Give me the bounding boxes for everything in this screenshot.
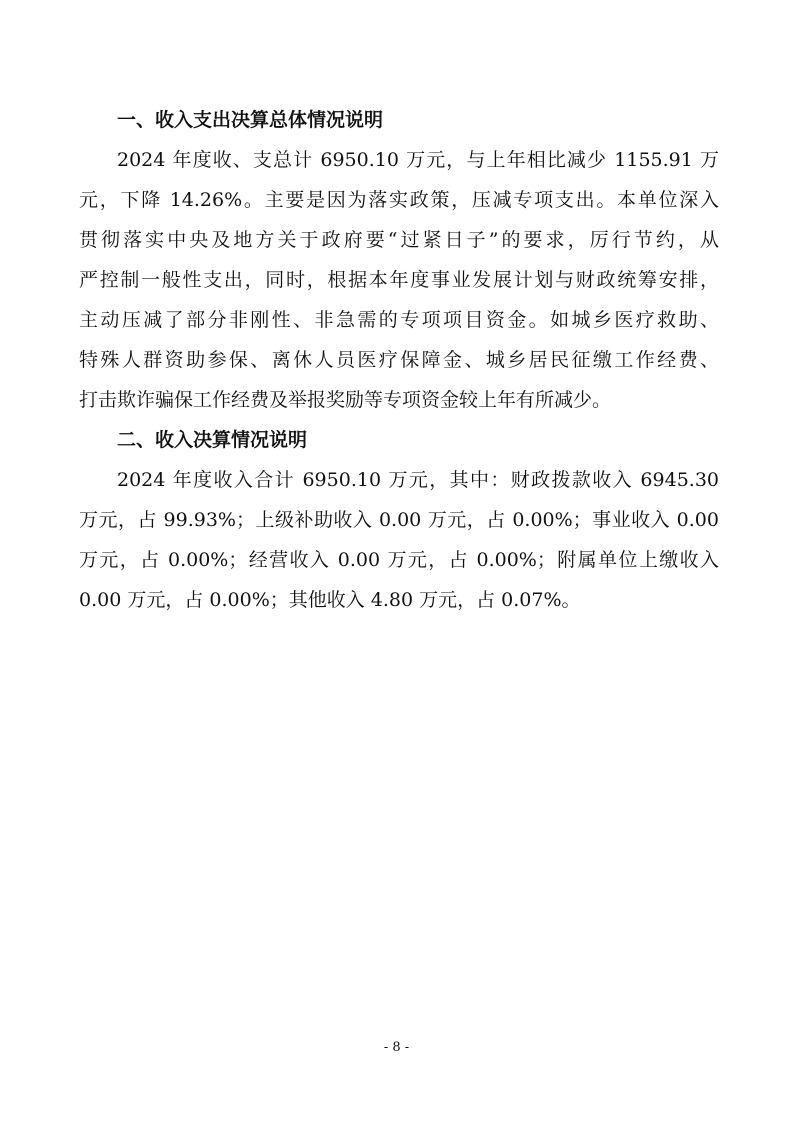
document-body	[79, 100, 719, 620]
paragraph-income-expenditure-overview	[79, 140, 719, 420]
paragraph-line: 0.00 万元，占 0.00%；其他收入 4.80 万元，占 0.07%。	[79, 589, 581, 611]
paragraph-line: 2024 年度收入合计 6950.10 万元，其中：财政拨款收入 6945.30	[117, 469, 719, 491]
section-heading-income-expenditure-overview: 一、收入支出决算总体情况说明	[117, 109, 384, 131]
paragraph-line: 打击欺诈骗保工作经费及举报奖励等专项资金较上年有所减少。	[79, 389, 612, 411]
paragraph-line: 贯彻落实中央及地方关于政府要“过紧日子”的要求，厉行节约，从	[79, 229, 719, 251]
paragraph-line: 万元，占 99.93%；上级补助收入 0.00 万元，占 0.00%；事业收入 0.00	[79, 509, 719, 531]
paragraph-line: 元，下降 14.26%。主要是因为落实政策，压减专项支出。本单位深入	[79, 189, 719, 211]
paragraph-line: 2024 年度收、支总计 6950.10 万元，与上年相比减少 1155.91 万	[117, 149, 719, 171]
section-heading-income-details: 二、收入决算情况说明	[117, 429, 308, 451]
paragraph-line: 万元，占 0.00%；经营收入 0.00 万元，占 0.00%；附属单位上缴收入	[79, 549, 719, 571]
page-number: - 8 -	[383, 1040, 410, 1055]
paragraph-income-details	[79, 460, 719, 620]
paragraph-line: 主动压减了部分非刚性、非急需的专项项目资金。如城乡医疗救助、	[79, 309, 719, 331]
paragraph-line: 严控制一般性支出，同时，根据本年度事业发展计划与财政统筹安排，	[79, 269, 719, 291]
paragraph-line: 特殊人群资助参保、离休人员医疗保障金、城乡居民征缴工作经费、	[79, 349, 719, 371]
